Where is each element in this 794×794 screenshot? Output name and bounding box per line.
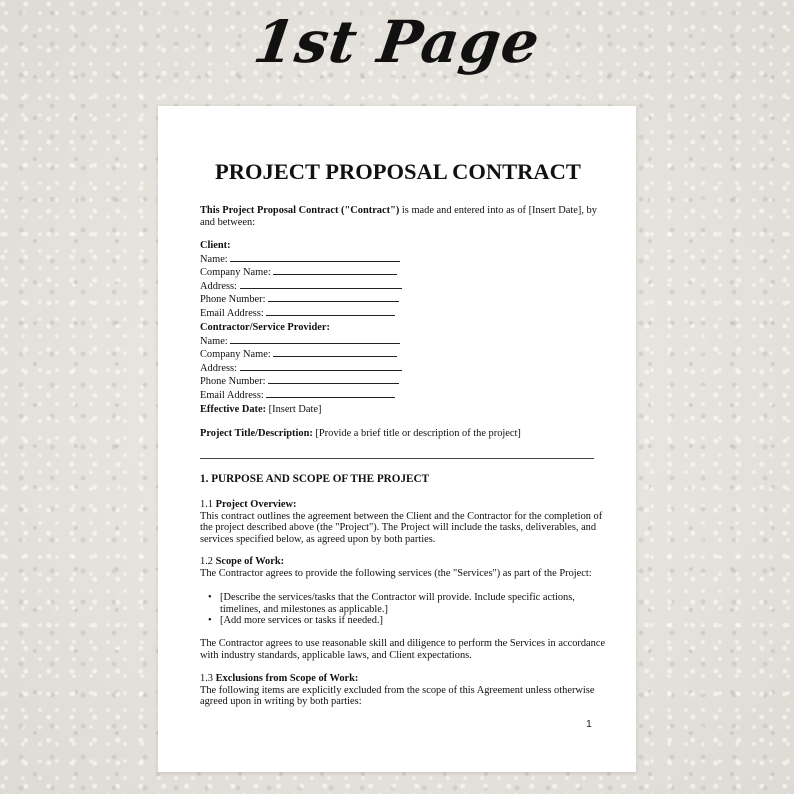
section-1-heading: 1. PURPOSE AND SCOPE OF THE PROJECT [200, 473, 430, 485]
project-title-description: Project Title/Description: [Provide a brief title or description of the project] [200, 428, 521, 439]
contractor-email-field: Email Address: [200, 388, 596, 402]
section-1-1: 1.1 Project Overview: This contract outlines the agreement between the Client and the Contractor for the completion of the project described above (the "Project"). The Project will include the tasks, deliverables, and services specified below, as agreed upon by both parties. [200, 499, 603, 545]
contractor-address-field: Address: [200, 361, 596, 375]
intro-paragraph [200, 205, 596, 228]
client-heading: Client: [200, 240, 231, 251]
section-1-2: 1.2 Scope of Work: The Contractor agrees to provide the following services (the "Services") as part of the Project: [200, 556, 592, 579]
intro-line2: and between: [200, 216, 256, 228]
contractor-phone-field: Phone Number: [200, 374, 596, 388]
document-page [158, 106, 636, 772]
contractor-heading: Contractor/Service Provider: [200, 322, 330, 333]
client-block [200, 240, 596, 320]
contractor-block [200, 322, 596, 402]
document-title: PROJECT PROPOSAL CONTRACT [215, 159, 581, 184]
client-name-field: Name: [200, 252, 596, 266]
page-banner-title: 1st Page [249, 8, 545, 76]
list-item: • [Describe the services/tasks that the Contractor will provide. Include specific actions, timelines, and milestones as applicable.] [220, 592, 596, 615]
intro-rest: is made and entered into as of [Insert Date], by [399, 205, 597, 216]
section-1-3: 1.3 Exclusions from Scope of Work: The following items are explicitly excluded from the scope of this Agreement unless otherwise agreed upon in writing by both parties: [200, 673, 595, 708]
client-phone-field: Phone Number: [200, 292, 596, 306]
contractor-name-field: Name: [200, 334, 596, 348]
skill-paragraph: The Contractor agrees to use reasonable skill and diligence to perform the Services in accordance with industry standards, applicable laws, and Client expectations. [200, 638, 606, 661]
client-email-field: Email Address: [200, 306, 596, 320]
page-number: 1 [586, 718, 592, 730]
intro-bold: This Project Proposal Contract ("Contract") [200, 205, 400, 216]
effective-date: Effective Date: [Insert Date] [200, 404, 322, 415]
contractor-company-field: Company Name: [200, 347, 596, 361]
divider-rule [200, 458, 594, 459]
list-item: • [Add more services or tasks if needed.] [220, 615, 596, 627]
client-company-field: Company Name: [200, 265, 596, 279]
scope-bullet-list [200, 592, 596, 627]
client-address-field: Address: [200, 279, 596, 293]
